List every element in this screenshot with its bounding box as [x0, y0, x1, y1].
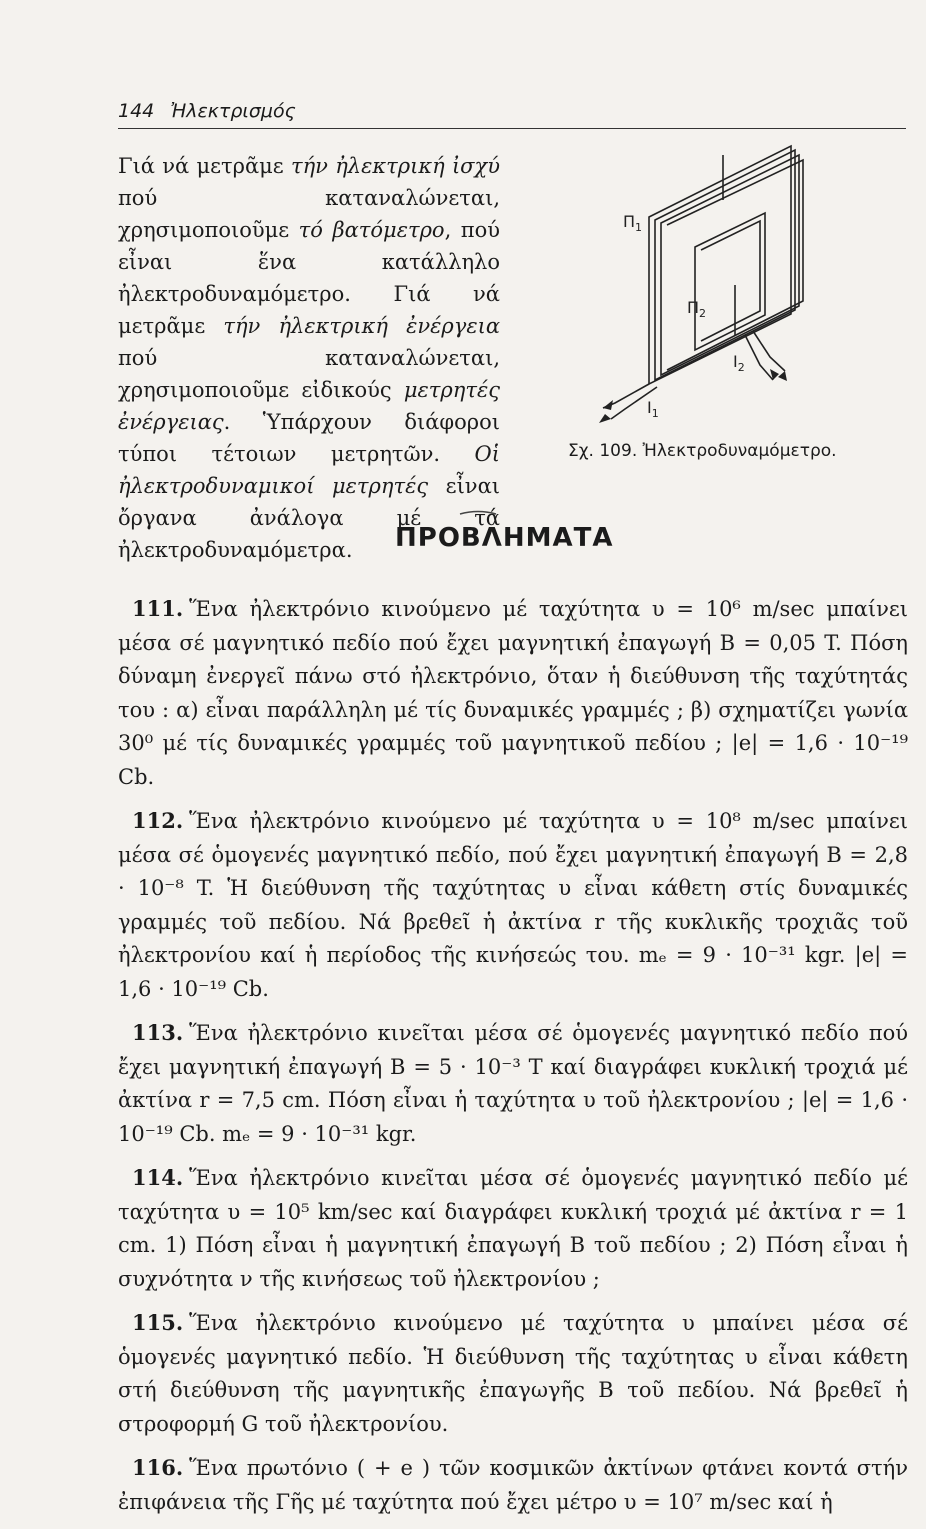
- intro-italic-4: μετρητές ἐνέργειας: [118, 378, 500, 434]
- problem-item: [118, 1451, 908, 1519]
- problem-item: [118, 592, 908, 794]
- problem-item: [118, 804, 908, 1006]
- problem-text: Ἕνα ἠλεκτρόνιο κινούμενο μέ ταχύτητα υ = 10⁶ m/sec μπαίνει μέσα σέ μαγνητικό πεδίο πού ἔχει μαγνητική ἐπαγωγή Β = 0,05 T. Πόση δύναμη ἐνεργεῖ πάνω στό ἠλεκτρόνιο, ὅταν ἡ διεύθυνση τῆς ταχύτητάς του : α) εἶναι παράλληλη μέ τίς δυναμικές γραμμές ; β) σχηματίζει γωνία 30⁰ μέ τίς δυναμικές γραμμές τοῦ μαγνητικοῦ πεδίου ; |e| = 1,6 · 10⁻¹⁹ Cb.: [118, 597, 908, 789]
- problem-text: Ἕνα ἠλεκτρόνιο κινούμενο μέ ταχύτητα υ = 10⁸ m/sec μπαίνει μέσα σέ ὁμογενές μαγνητικό πεδίο, πού ἔχει μαγνητική ἐπαγωγή Β = 2,8 · 10⁻⁸ T. Ἡ διεύθυνση τῆς ταχύτητας υ εἶναι κάθετη στίς δυναμικές γραμμές τοῦ πεδίου. Νά βρεθεῖ ἡ ἀκτίνα r τῆς κυκλικῆς τροχιᾶς τοῦ ἠλεκτρονίου καί ἡ περίοδος τῆς κινήσεώς του. mₑ = 9 · 10⁻³¹ kgr. |e| = 1,6 · 10⁻¹⁹ Cb.: [118, 809, 908, 1001]
- section-title: ΠΡΟΒΛΗΜΑΤΑ: [395, 523, 614, 553]
- intro-italic-5: Οἱ ἠλεκτροδυναμικοί μετρητές: [118, 442, 500, 498]
- problem-text: Ἕνα ἠλεκτρόνιο κινεῖται μέσα σέ ὁμογενές μαγνητικό πεδίο πού ἔχει μαγνητική ἐπαγωγή Β = 5 · 10⁻³ T καί διαγράφει κυκλική τροχιά μέ ἀκτίνα r = 7,5 cm. Πόση εἶναι ἡ ταχύτητα υ τοῦ ἠλεκτρονίου ; |e| = 1,6 · 10⁻¹⁹ Cb. mₑ = 9 · 10⁻³¹ kgr.: [118, 1021, 908, 1146]
- problem-text: Ἕνα ἠλεκτρόνιο κινεῖται μέσα σέ ὁμογενές μαγνητικό πεδίο μέ ταχύτητα υ = 10⁵ km/sec καί διαγράφει κυκλική τροχιά μέ ἀκτίνα r = 1 cm. 1) Πόση εἶναι ἡ μαγνητική ἐπαγωγή Β τοῦ πεδίου ; 2) Πόση εἶναι ἡ συχνότητα ν τῆς κινήσεως τοῦ ἠλεκτρονίου ;: [118, 1166, 908, 1291]
- problem-number: 111.: [132, 596, 184, 621]
- running-title: Ἠλεκτρισμός: [170, 100, 296, 122]
- label-i1: $I_1$: [647, 398, 659, 420]
- intro-italic-2: τό βατόμετρο: [298, 218, 445, 242]
- problem-text: Ἕνα ἠλεκτρόνιο κινούμενο μέ ταχύτητα υ μπαίνει μέσα σέ ὁμογενές μαγνητικό πεδίο. Ἡ διεύθυνση τῆς ταχύτητας υ εἶναι κάθετη στή διεύθυνση τῆς μαγνητικῆς ἐπαγωγῆς Β τοῦ πεδίου. Νά βρεθεῖ ἡ στροφορμή G τοῦ ἠλεκτρονίου.: [118, 1311, 908, 1436]
- page-number: 144: [118, 100, 155, 122]
- figure-caption: Σχ. 109. Ἠλεκτροδυναμόμετρο.: [568, 441, 837, 461]
- intro-text-2: πού καταναλώνεται, χρησιμοποιοῦμε: [118, 186, 500, 242]
- problem-item: [118, 1306, 908, 1441]
- header-rule: [118, 128, 906, 129]
- problem-text: Ἕνα πρωτόνιο ( + e ) τῶν κοσμικῶν ἀκτίνων φτάνει κοντά στήν ἐπιφάνεια τῆς Γῆς μέ ταχύτητα πού ἔχει μέτρο υ = 10⁷ m/sec καί ἡ: [118, 1456, 908, 1514]
- intro-text-6: εἶναι ὄργανα ἀνάλογα μέ τά ἠλεκτροδυναμόμετρα.: [118, 474, 500, 562]
- problem-item: [118, 1016, 908, 1151]
- page-header: [118, 100, 908, 122]
- problem-item: [118, 1161, 908, 1296]
- problem-number: 112.: [132, 808, 184, 833]
- intro-paragraph: [118, 150, 500, 566]
- intro-text-5: . Ὑπάρχουν διάφοροι τύποι τέτοιων μετρητῶν.: [118, 410, 500, 466]
- problems-list: [118, 592, 908, 1529]
- problem-number: 114.: [132, 1165, 184, 1190]
- intro-text-1: Γιά νά μετρᾶμε: [118, 154, 291, 178]
- label-i2: $I_2$: [733, 352, 745, 374]
- intro-text-3: , πού εἶναι ἕνα κατάλληλο ἠλεκτροδυναμόμετρο. Γιά νά μετρᾶμε: [118, 218, 500, 338]
- label-p1: $\Pi_1$: [623, 212, 643, 234]
- intro-italic-1: τήν ἠλεκτρική ἰσχύ: [290, 154, 500, 178]
- problem-number: 115.: [132, 1310, 184, 1335]
- intro-italic-3: τήν ἠλεκτρική ἐνέργεια: [223, 314, 500, 338]
- electrodynamometer-figure: [585, 135, 845, 435]
- problem-number: 113.: [132, 1020, 184, 1045]
- problem-number: 116.: [132, 1455, 184, 1480]
- intro-text-4: πού καταναλώνεται, χρησιμοποιοῦμε εἰδικούς: [118, 346, 500, 402]
- label-p2: $\Pi_2$: [687, 298, 707, 320]
- ornament-dash-icon: [458, 508, 498, 518]
